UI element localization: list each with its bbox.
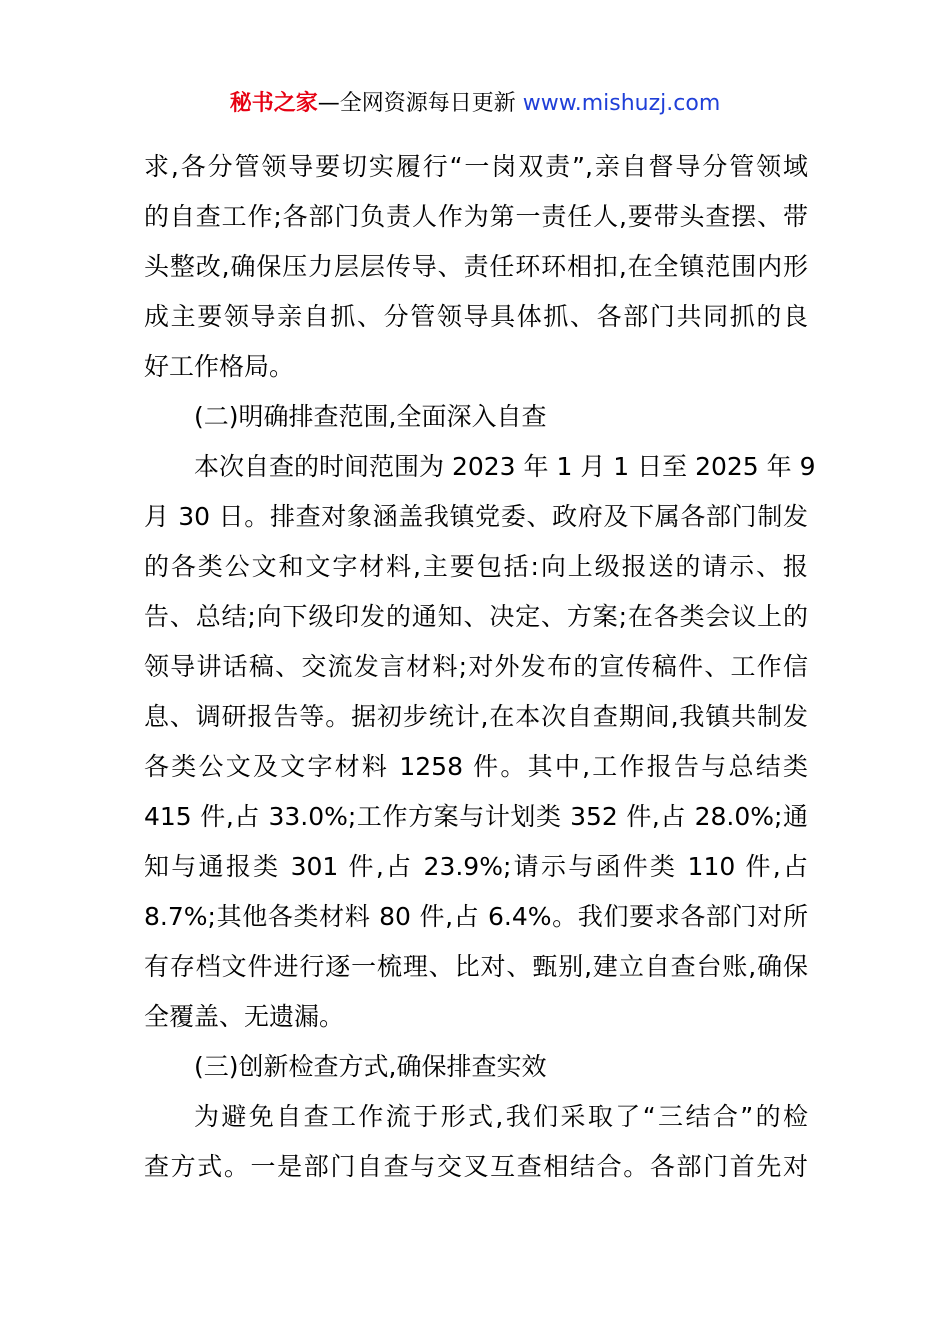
document-body xyxy=(144,142,816,1192)
paragraph-line: 知与通报类 301 件,占 23.9%;请示与函件类 110 件,占 xyxy=(144,852,808,881)
paragraph-line: 领导讲话稿、交流发言材料;对外发布的宣传稿件、工作信 xyxy=(144,652,808,681)
paragraph-line: 8.7%;其他各类材料 80 件,占 6.4%。我们要求各部门对所 xyxy=(144,902,808,931)
header-tagline: —全网资源每日更新 xyxy=(317,91,523,116)
section-heading: (二)明确排查范围,全面深入自查 xyxy=(194,402,547,431)
paragraph-line: 好工作格局。 xyxy=(144,352,295,381)
paragraph-line: 的各类公文和文字材料,主要包括:向上级报送的请示、报 xyxy=(144,552,808,581)
paragraph-line: 成主要领导亲自抓、分管领导具体抓、各部门共同抓的良 xyxy=(144,302,808,331)
section-heading: (三)创新检查方式,确保排查实效 xyxy=(194,1052,547,1081)
paragraph-line: 有存档文件进行逐一梳理、比对、甄别,建立自查台账,确保 xyxy=(144,952,808,981)
paragraph-line: 的自查工作;各部门负责人作为第一责任人,要带头查摆、带 xyxy=(144,202,808,231)
page-header xyxy=(0,88,950,120)
paragraph-line: 息、调研报告等。据初步统计,在本次自查期间,我镇共制发 xyxy=(144,702,808,731)
paragraph-line: 本次自查的时间范围为 2023 年 1 月 1 日至 2025 年 9 xyxy=(194,452,816,481)
paragraph-line: 告、总结;向下级印发的通知、决定、方案;在各类会议上的 xyxy=(144,602,808,631)
paragraph-line: 头整改,确保压力层层传导、责任环环相扣,在全镇范围内形 xyxy=(144,252,808,281)
paragraph-line: 全覆盖、无遗漏。 xyxy=(144,1002,345,1031)
brand-name: 秘书之家 xyxy=(229,91,318,116)
paragraph-line: 查方式。一是部门自查与交叉互查相结合。各部门首先对 xyxy=(144,1152,808,1181)
paragraph-line: 月 30 日。排查对象涵盖我镇党委、政府及下属各部门制发 xyxy=(144,502,808,531)
site-url[interactable]: www.mishuzj.com xyxy=(522,91,721,116)
paragraph-line: 415 件,占 33.0%;工作方案与计划类 352 件,占 28.0%;通 xyxy=(144,802,808,831)
paragraph-line: 求,各分管领导要切实履行“一岗双责”,亲自督导分管领域 xyxy=(144,152,808,181)
paragraph-line: 为避免自查工作流于形式,我们采取了“三结合”的检 xyxy=(194,1102,808,1131)
paragraph-line: 各类公文及文字材料 1258 件。其中,工作报告与总结类 xyxy=(144,752,808,781)
